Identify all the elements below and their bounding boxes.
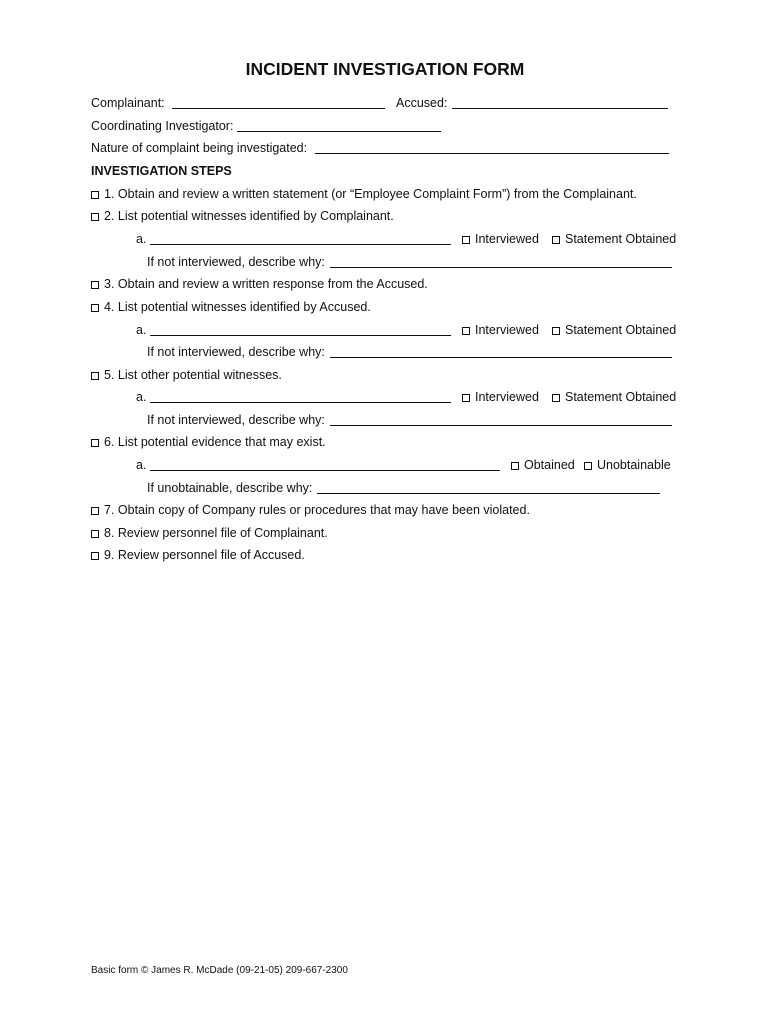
step-6 — [91, 436, 326, 449]
step-6-reason-field[interactable] — [317, 493, 660, 494]
step-9-checkbox[interactable] — [91, 552, 99, 560]
coordinating-investigator-field[interactable] — [237, 131, 441, 132]
step-6-unobtainable-checkbox[interactable] — [584, 462, 592, 470]
step-5-interviewed — [462, 391, 539, 404]
step-4-statement-checkbox[interactable] — [552, 327, 560, 335]
form-title: INCIDENT INVESTIGATION FORM — [245, 59, 525, 79]
step-4-text: 4. List potential witnesses identified by Accused. — [104, 300, 371, 314]
step-4-checkbox[interactable] — [91, 304, 99, 312]
step-5 — [91, 369, 282, 382]
step-6-checkbox[interactable] — [91, 439, 99, 447]
step-5-witness-field[interactable] — [150, 402, 451, 403]
step-4-reason-label: If not interviewed, describe why: — [147, 345, 325, 359]
step-4-witness-field[interactable] — [150, 335, 451, 336]
complainant-label: Complainant: — [91, 96, 165, 110]
step-5-text: 5. List other potential witnesses. — [104, 368, 282, 382]
step-6-unobtainable — [584, 459, 671, 472]
step-4-interviewed-checkbox[interactable] — [462, 327, 470, 335]
accused-field[interactable] — [452, 108, 668, 109]
step-2-interviewed — [462, 233, 539, 246]
step-4-item-a-label: a. — [136, 323, 147, 337]
step-3-checkbox[interactable] — [91, 281, 99, 289]
step-2-statement — [552, 233, 676, 246]
step-6-obtained — [511, 459, 575, 472]
step-8 — [91, 527, 328, 540]
coordinating-investigator-label: Coordinating Investigator: — [91, 119, 234, 133]
section-heading: INVESTIGATION STEPS — [91, 164, 232, 178]
complainant-field[interactable] — [172, 108, 385, 109]
step-2-statement-checkbox[interactable] — [552, 236, 560, 244]
accused-label: Accused: — [396, 96, 448, 110]
step-6-text: 6. List potential evidence that may exist. — [104, 435, 326, 449]
step-5-statement-checkbox[interactable] — [552, 394, 560, 402]
step-5-reason-field[interactable] — [330, 425, 672, 426]
step-4-interviewed-label: Interviewed — [475, 323, 539, 337]
step-7-text: 7. Obtain copy of Company rules or procedures that may have been violated. — [104, 503, 530, 517]
step-2-reason-field[interactable] — [330, 267, 672, 268]
step-4 — [91, 301, 371, 314]
step-2-text: 2. List potential witnesses identified by Complainant. — [104, 209, 394, 223]
step-2 — [91, 210, 394, 223]
step-4-interviewed — [462, 324, 539, 337]
step-7 — [91, 504, 530, 517]
step-7-checkbox[interactable] — [91, 507, 99, 515]
step-8-text: 8. Review personnel file of Complainant. — [104, 526, 328, 540]
step-1-checkbox[interactable] — [91, 191, 99, 199]
step-5-reason-label: If not interviewed, describe why: — [147, 413, 325, 427]
step-2-checkbox[interactable] — [91, 213, 99, 221]
step-5-interviewed-label: Interviewed — [475, 390, 539, 404]
step-2-reason-label: If not interviewed, describe why: — [147, 255, 325, 269]
nature-label: Nature of complaint being investigated: — [91, 141, 308, 155]
step-5-interviewed-checkbox[interactable] — [462, 394, 470, 402]
step-5-statement-label: Statement Obtained — [565, 390, 677, 404]
step-6-item-a-label: a. — [136, 458, 147, 472]
step-2-statement-label: Statement Obtained — [565, 232, 677, 246]
step-4-statement — [552, 324, 676, 337]
step-6-evidence-field[interactable] — [150, 470, 500, 471]
step-5-item-a-label: a. — [136, 390, 147, 404]
step-5-checkbox[interactable] — [91, 372, 99, 380]
step-9-text: 9. Review personnel file of Accused. — [104, 548, 305, 562]
step-1 — [91, 188, 637, 201]
step-6-obtained-label: Obtained — [524, 458, 575, 472]
step-2-interviewed-label: Interviewed — [475, 232, 539, 246]
nature-field[interactable] — [315, 153, 669, 154]
footer-copyright: Basic form © James R. McDade (09-21-05) 209-667-2300 — [91, 965, 348, 976]
step-3 — [91, 278, 428, 291]
step-2-interviewed-checkbox[interactable] — [462, 236, 470, 244]
step-8-checkbox[interactable] — [91, 530, 99, 538]
step-6-reason-label: If unobtainable, describe why: — [147, 481, 313, 495]
step-4-reason-field[interactable] — [330, 357, 672, 358]
step-2-witness-field[interactable] — [150, 244, 451, 245]
step-3-text: 3. Obtain and review a written response from the Accused. — [104, 277, 428, 291]
step-4-statement-label: Statement Obtained — [565, 323, 677, 337]
step-6-obtained-checkbox[interactable] — [511, 462, 519, 470]
step-2-item-a-label: a. — [136, 232, 147, 246]
step-5-statement — [552, 391, 676, 404]
step-9 — [91, 549, 305, 562]
step-1-text: 1. Obtain and review a written statement (or “Employee Complaint Form”) from the Complainant. — [104, 187, 637, 201]
step-6-unobtainable-label: Unobtainable — [597, 458, 671, 472]
